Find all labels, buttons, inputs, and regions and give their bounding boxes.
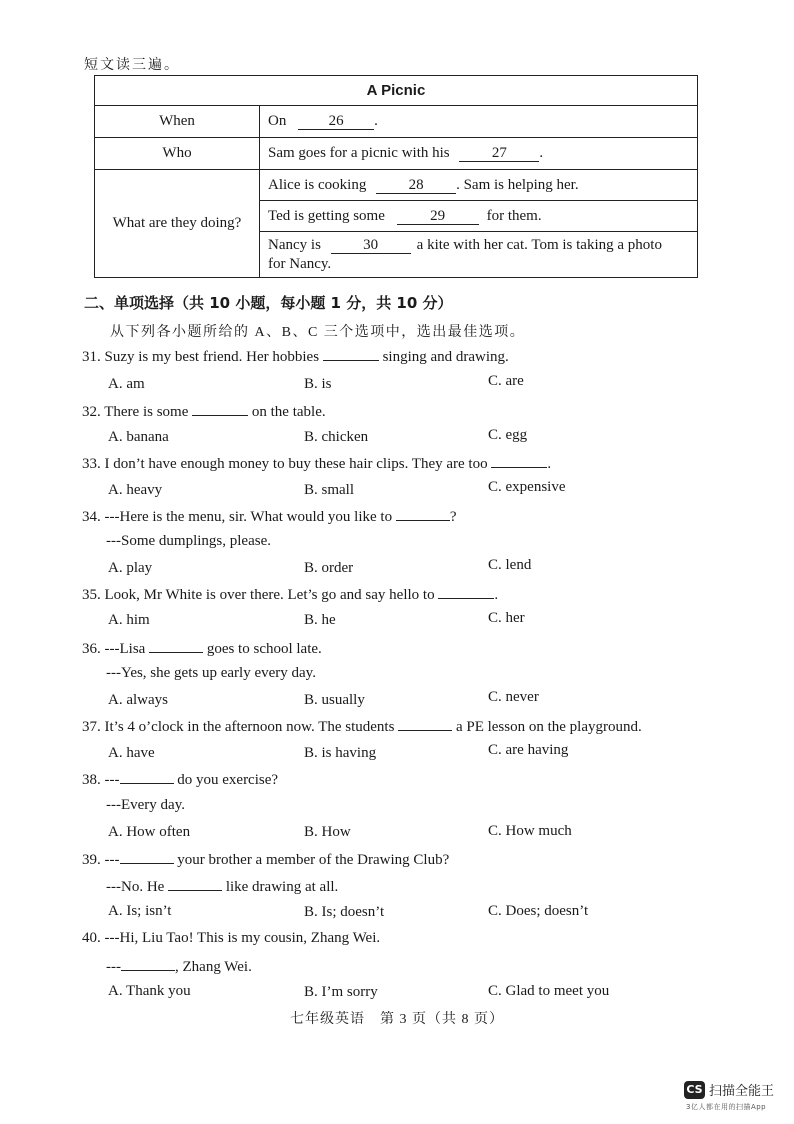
answer-blank (121, 957, 175, 971)
nancy-line2: for Nancy. (268, 255, 332, 272)
section-instruction: 从下列各小题所给的 A、B、C 三个选项中，选出最佳选项。 (110, 325, 526, 340)
cell-alice (260, 170, 698, 201)
table-title-row (95, 76, 698, 106)
answer-blank (398, 717, 452, 731)
question-31 (82, 347, 509, 366)
question-33 (82, 454, 551, 473)
q40-reply-a: --- (106, 959, 121, 975)
when-suffix: . (374, 113, 378, 129)
answer-blank (120, 850, 174, 864)
blank-29: 29 (397, 208, 479, 225)
q36-option-c: C. never (488, 689, 539, 705)
q38-option-c: C. How much (488, 823, 572, 839)
who-prefix: Sam goes for a picnic with his (268, 145, 450, 161)
q38-option-a: A. How often (108, 824, 191, 840)
answer-blank (149, 639, 203, 653)
answer-blank (192, 402, 248, 416)
q34-option-c: C. lend (488, 557, 532, 573)
q31-option-a: A. am (108, 376, 145, 392)
q31-option-b: B. is (304, 376, 332, 392)
q38-option-b: B. How (304, 824, 351, 840)
question-35 (82, 585, 498, 604)
q34-text-a: 34. ---Here is the menu, sir. What would you like to (82, 509, 393, 525)
question-32 (82, 402, 326, 421)
nancy-suffix: a kite with her cat. Tom is taking a photo (416, 236, 662, 253)
q38-text-b: do you exercise? (177, 772, 279, 788)
cell-when (260, 106, 698, 138)
intro-text: 短文读三遍。 (84, 58, 180, 73)
nancy-prefix: Nancy is (268, 236, 321, 253)
q37-option-a: A. have (108, 745, 155, 761)
label-when: When (95, 106, 260, 138)
answer-blank (396, 507, 450, 521)
table-row-alice (95, 170, 698, 201)
question-38 (82, 770, 278, 789)
answer-blank (168, 877, 222, 891)
q40-option-a: A. Thank you (108, 983, 191, 999)
q35-text-a: 35. Look, Mr White is over there. Let’s go and say hello to (82, 587, 435, 603)
q36-text-a: 36. ---Lisa (82, 641, 146, 657)
q33-option-a: A. heavy (108, 482, 163, 498)
blank-28: 28 (376, 177, 456, 194)
q40-option-c: C. Glad to meet you (488, 983, 610, 999)
q32-option-a: A. banana (108, 429, 169, 445)
q35-option-b: B. he (304, 612, 336, 628)
alice-suffix: . Sam is helping her. (456, 176, 579, 193)
answer-blank (438, 585, 494, 599)
table-row-who (95, 138, 698, 170)
q33-option-b: B. small (304, 482, 355, 498)
who-suffix: . (539, 145, 544, 161)
q36-option-b: B. usually (304, 692, 365, 708)
when-prefix: On (268, 113, 287, 129)
table-title: A Picnic (95, 76, 698, 106)
q36-reply: ---Yes, she gets up early every day. (106, 665, 316, 681)
cs-logo-icon: CS (684, 1081, 705, 1099)
q40-option-b: B. I’m sorry (304, 984, 378, 1000)
q39-text-a: 39. --- (82, 852, 120, 868)
alice-prefix: Alice is cooking (268, 176, 367, 193)
blank-30: 30 (331, 237, 411, 254)
q36-text-b: goes to school late. (206, 641, 322, 657)
label-doing: What are they doing? (95, 170, 260, 278)
q31-option-c: C. are (488, 373, 524, 389)
q36-option-a: A. always (108, 692, 168, 708)
q32-option-b: B. chicken (304, 429, 369, 445)
q38-text-a: 38. --- (82, 772, 120, 788)
q37-option-c: C. are having (488, 742, 569, 758)
cell-nancy (260, 232, 698, 278)
q37-text-a: 37. It’s 4 o’clock in the afternoon now. The students (82, 719, 395, 735)
cell-who (260, 138, 698, 170)
answer-blank (491, 454, 547, 468)
q40-reply-b: , Zhang Wei. (175, 959, 252, 975)
q40-reply (106, 957, 252, 976)
q34-option-b: B. order (304, 560, 354, 576)
q39-option-c: C. Does; doesn’t (488, 903, 589, 919)
q32-text-a: 32. There is some (82, 404, 189, 420)
question-34 (82, 507, 457, 526)
q34-reply: ---Some dumplings, please. (106, 533, 271, 549)
question-40: 40. ---Hi, Liu Tao! This is my cousin, Zhang Wei. (82, 930, 381, 946)
label-who: Who (95, 138, 260, 170)
table-row-when (95, 106, 698, 138)
picnic-table (94, 75, 698, 278)
scanner-watermark (684, 1080, 774, 1099)
scanner-app-name: 扫描全能王 (709, 1084, 775, 1099)
page-footer: 七年级英语 第 3 页（共 8 页） (290, 1012, 504, 1027)
q35-text-b: . (494, 587, 499, 603)
question-36 (82, 639, 322, 658)
q31-text-b: singing and drawing. (382, 349, 509, 365)
q32-text-b: on the table. (251, 404, 326, 420)
q32-option-c: C. egg (488, 427, 528, 443)
q39-reply-a: ---No. He (106, 879, 165, 895)
q37-text-b: a PE lesson on the playground. (455, 719, 642, 735)
q34-option-a: A. play (108, 560, 153, 576)
q35-option-c: C. her (488, 610, 525, 626)
answer-blank (120, 770, 174, 784)
q33-text-a: 33. I don’t have enough money to buy these hair clips. They are too (82, 456, 488, 472)
question-37 (82, 717, 642, 736)
scanner-tagline: 3亿人都在用的扫描App (686, 1103, 767, 1111)
answer-blank (323, 347, 379, 361)
blank-26: 26 (298, 113, 374, 130)
ted-prefix: Ted is getting some (268, 207, 385, 224)
q35-option-a: A. him (108, 612, 150, 628)
q39-option-a: A. Is; isn’t (108, 903, 172, 919)
q39-text-b: your brother a member of the Drawing Club? (177, 852, 450, 868)
q33-text-b: . (547, 456, 552, 472)
q33-option-c: C. expensive (488, 479, 566, 495)
q34-text-b: ? (449, 509, 457, 525)
blank-27: 27 (459, 145, 539, 162)
q37-option-b: B. is having (304, 745, 377, 761)
cell-ted (260, 201, 698, 232)
q39-reply (106, 877, 338, 896)
q38-reply: ---Every day. (106, 797, 185, 813)
q39-reply-b: like drawing at all. (225, 879, 339, 895)
question-39 (82, 850, 449, 869)
ted-suffix: for them. (486, 207, 542, 224)
q31-text-a: 31. Suzy is my best friend. Her hobbies (82, 349, 320, 365)
q39-option-b: B. Is; doesn’t (304, 904, 385, 920)
section-heading: 二、单项选择（共 10 小题，每小题 1 分，共 10 分） (84, 294, 453, 312)
